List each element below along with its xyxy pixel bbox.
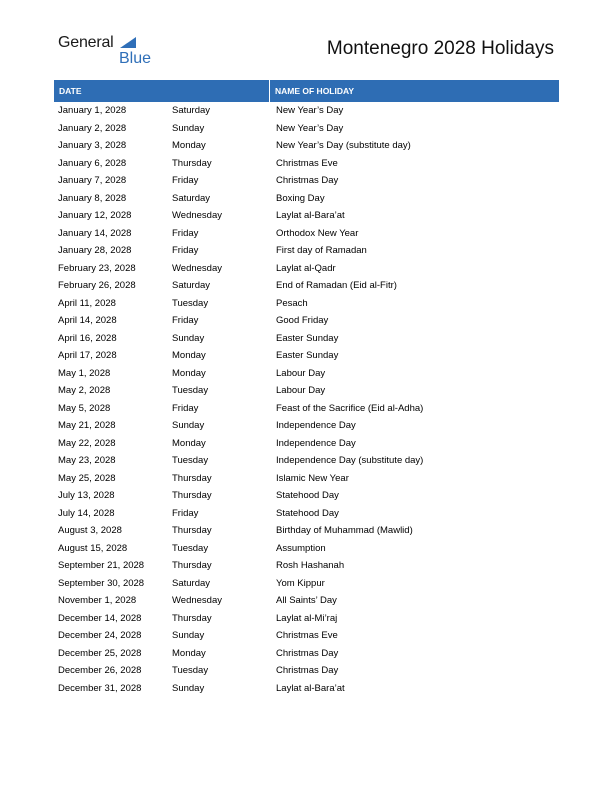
holiday-name: Orthodox New Year <box>276 227 359 239</box>
holiday-date: September 30, 2028 <box>58 577 145 589</box>
holiday-weekday: Saturday <box>172 105 211 116</box>
table-row <box>54 540 559 558</box>
holiday-date: September 21, 2028 <box>58 560 145 571</box>
holiday-date: January 14, 2028 <box>58 227 132 239</box>
holiday-date: January 8, 2028 <box>58 192 127 204</box>
holiday-weekday: Sunday <box>172 420 205 431</box>
holiday-name: Birthday of Muhammad (Mawlid) <box>276 525 413 536</box>
holiday-weekday: Friday <box>172 402 199 414</box>
holiday-weekday: Thursday <box>172 560 212 571</box>
holiday-name: Christmas Day <box>276 647 339 659</box>
table-header <box>54 80 559 102</box>
table-row <box>54 592 559 610</box>
holiday-weekday: Tuesday <box>172 385 209 396</box>
holiday-date: January 2, 2028 <box>58 122 127 134</box>
table-row <box>54 365 559 383</box>
holiday-name: Rosh Hashanah <box>276 560 345 571</box>
holiday-name: Easter Sunday <box>276 350 339 361</box>
holiday-name: New Year’s Day (substitute day) <box>276 140 411 151</box>
holiday-weekday: Friday <box>172 507 199 519</box>
holiday-name: Good Friday <box>276 315 329 326</box>
holiday-weekday: Tuesday <box>172 542 209 554</box>
holiday-date: April 11, 2028 <box>58 297 116 309</box>
holiday-date: May 25, 2028 <box>58 472 116 484</box>
page-title: Montenegro 2028 Holidays <box>326 38 554 59</box>
holiday-weekday: Wednesday <box>172 210 222 221</box>
logo-word-general: General <box>58 34 114 51</box>
holiday-name: Labour Day <box>276 385 326 396</box>
holiday-name: Independence Day <box>276 437 356 449</box>
holiday-name: First day of Ramadan <box>276 245 367 256</box>
table-row <box>54 120 559 138</box>
holiday-date: January 7, 2028 <box>58 175 127 186</box>
table-row <box>54 347 559 365</box>
holiday-weekday: Saturday <box>172 280 211 291</box>
table-row <box>54 680 559 698</box>
holiday-weekday: Wednesday <box>172 595 222 606</box>
table-row <box>54 207 559 225</box>
logo-triangle-icon <box>120 37 136 48</box>
holiday-weekday: Sunday <box>172 332 205 344</box>
holiday-weekday: Monday <box>172 350 206 361</box>
holiday-weekday: Wednesday <box>172 262 222 274</box>
holiday-date: January 12, 2028 <box>58 210 132 221</box>
holiday-date: August 3, 2028 <box>58 525 122 536</box>
holiday-weekday: Tuesday <box>172 665 209 676</box>
table-row <box>54 242 559 260</box>
holiday-name: Christmas Day <box>276 665 339 676</box>
holiday-date: January 28, 2028 <box>58 245 132 256</box>
holiday-weekday: Monday <box>172 437 206 449</box>
holiday-weekday: Saturday <box>172 192 211 204</box>
holiday-date: January 1, 2028 <box>58 105 127 116</box>
holiday-date: December 14, 2028 <box>58 612 142 624</box>
table-row <box>54 522 559 540</box>
holiday-table <box>54 80 559 697</box>
holiday-name: Labour Day <box>276 367 326 379</box>
table-row <box>54 645 559 663</box>
holiday-name: Assumption <box>276 542 326 554</box>
holiday-name: Statehood Day <box>276 507 339 519</box>
holiday-name: Laylat al-Qadr <box>276 262 336 274</box>
logo-word-blue: Blue <box>119 50 152 67</box>
holiday-date: December 24, 2028 <box>58 630 142 641</box>
holiday-name: Christmas Day <box>276 175 339 186</box>
holiday-weekday: Tuesday <box>172 297 209 309</box>
holiday-date: December 26, 2028 <box>58 665 142 676</box>
table-row <box>54 505 559 523</box>
table-row <box>54 400 559 418</box>
holiday-weekday: Sunday <box>172 122 205 134</box>
holiday-date: April 17, 2028 <box>58 350 117 361</box>
holiday-name: Christmas Eve <box>276 630 338 641</box>
holiday-name: New Year’s Day <box>276 122 344 134</box>
table-row <box>54 470 559 488</box>
holiday-date: April 14, 2028 <box>58 315 117 326</box>
holiday-weekday: Thursday <box>172 490 212 501</box>
column-header-date: DATE <box>54 80 270 102</box>
holiday-weekday: Monday <box>172 140 206 151</box>
brand-logo <box>58 34 152 68</box>
holiday-name: New Year’s Day <box>276 105 344 116</box>
table-row <box>54 627 559 645</box>
holiday-date: May 21, 2028 <box>58 420 116 431</box>
holiday-name: Laylat al-Bara’at <box>276 682 345 694</box>
table-row <box>54 557 559 575</box>
holiday-name: Christmas Eve <box>276 157 338 169</box>
holiday-name: Islamic New Year <box>276 472 349 484</box>
holiday-name: Boxing Day <box>276 192 325 204</box>
holiday-weekday: Thursday <box>172 157 212 169</box>
holiday-weekday: Friday <box>172 315 199 326</box>
table-row <box>54 155 559 173</box>
table-row <box>54 382 559 400</box>
holiday-name: Laylat al-Bara’at <box>276 210 345 221</box>
table-row <box>54 190 559 208</box>
holiday-weekday: Monday <box>172 647 206 659</box>
holiday-name: Easter Sunday <box>276 332 339 344</box>
holiday-name: End of Ramadan (Eid al-Fitr) <box>276 280 397 291</box>
holiday-weekday: Thursday <box>172 472 212 484</box>
holiday-name: Statehood Day <box>276 490 339 501</box>
table-row <box>54 575 559 593</box>
table-row <box>54 435 559 453</box>
holiday-weekday: Friday <box>172 227 199 239</box>
holiday-name: Independence Day <box>276 420 356 431</box>
table-row <box>54 137 559 155</box>
holiday-date: May 1, 2028 <box>58 367 111 379</box>
holiday-weekday: Tuesday <box>172 455 209 466</box>
holiday-weekday: Monday <box>172 367 206 379</box>
holiday-date: February 23, 2028 <box>58 262 136 274</box>
holiday-weekday: Sunday <box>172 682 205 694</box>
holiday-weekday: Thursday <box>172 612 212 624</box>
holiday-date: July 13, 2028 <box>58 490 115 501</box>
holiday-date: April 16, 2028 <box>58 332 117 344</box>
holiday-date: December 25, 2028 <box>58 647 142 659</box>
holiday-name: Pesach <box>276 297 308 309</box>
table-row <box>54 225 559 243</box>
table-row <box>54 172 559 190</box>
table-row <box>54 662 559 680</box>
holiday-date: May 22, 2028 <box>58 437 116 449</box>
holiday-date: January 3, 2028 <box>58 140 127 151</box>
holiday-name: Independence Day (substitute day) <box>276 455 424 466</box>
holiday-name: Feast of the Sacrifice (Eid al-Adha) <box>276 402 424 414</box>
table-row <box>54 417 559 435</box>
table-row <box>54 277 559 295</box>
table-row <box>54 312 559 330</box>
holiday-name: Laylat al-Mi’raj <box>276 612 338 624</box>
table-row <box>54 330 559 348</box>
holiday-weekday: Friday <box>172 245 199 256</box>
holiday-date: May 2, 2028 <box>58 385 111 396</box>
holiday-name: All Saints’ Day <box>276 595 337 606</box>
holiday-weekday: Saturday <box>172 577 211 589</box>
column-header-holiday: NAME OF HOLIDAY <box>275 86 355 96</box>
holiday-date: August 15, 2028 <box>58 542 128 554</box>
table-row <box>54 102 559 120</box>
holiday-date: July 14, 2028 <box>58 507 115 519</box>
holiday-date: November 1, 2028 <box>58 595 137 606</box>
table-row <box>54 487 559 505</box>
table-body <box>54 102 559 697</box>
table-row <box>54 452 559 470</box>
table-row <box>54 295 559 313</box>
holiday-weekday: Thursday <box>172 525 212 536</box>
table-row <box>54 610 559 628</box>
holiday-date: December 31, 2028 <box>58 682 142 694</box>
holiday-weekday: Sunday <box>172 630 205 641</box>
table-row <box>54 260 559 278</box>
holiday-name: Yom Kippur <box>276 577 325 589</box>
holiday-weekday: Friday <box>172 175 199 186</box>
holiday-date: February 26, 2028 <box>58 280 136 291</box>
holiday-date: May 23, 2028 <box>58 455 116 466</box>
holiday-date: January 6, 2028 <box>58 157 127 169</box>
holiday-date: May 5, 2028 <box>58 402 111 414</box>
